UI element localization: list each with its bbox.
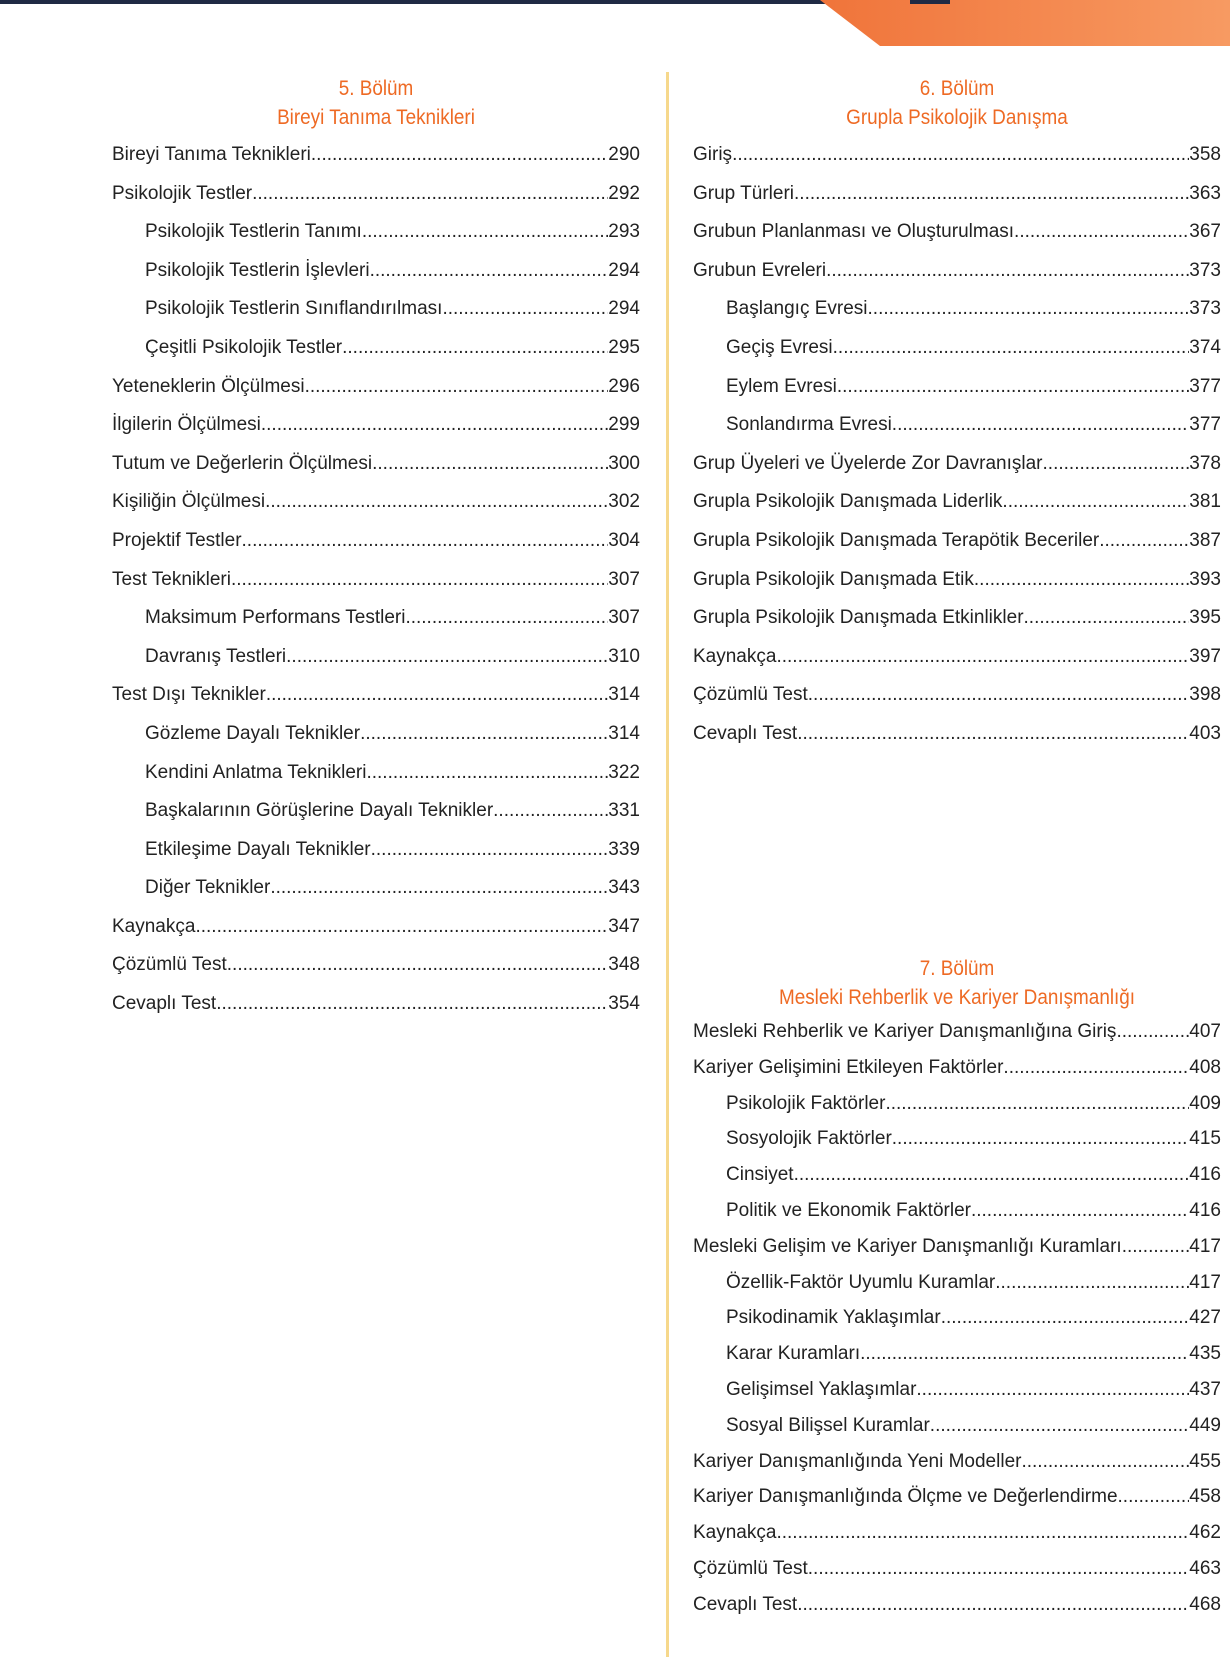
toc-entry-page: 377 xyxy=(1189,414,1221,436)
toc-entry-page: 322 xyxy=(608,761,640,783)
dot-leader xyxy=(195,908,608,947)
toc-entry-page: 354 xyxy=(608,993,640,1015)
dot-leader xyxy=(794,175,1189,214)
dot-leader xyxy=(868,290,1190,329)
chapter-5-section xyxy=(112,74,640,1024)
toc-entry[interactable] xyxy=(693,1014,1221,1050)
dot-leader xyxy=(1002,483,1189,522)
toc-entry-title: Kariyer Danışmanlığında Yeni Modeller xyxy=(693,1450,1022,1472)
toc-entry[interactable] xyxy=(693,1551,1221,1587)
toc-entry[interactable] xyxy=(693,175,1221,214)
toc-entry-page: 398 xyxy=(1189,684,1221,706)
chapter-5-title: Bireyi Tanıma Teknikleri xyxy=(277,106,475,129)
dot-leader xyxy=(360,715,608,754)
dot-leader xyxy=(252,175,608,214)
dot-leader xyxy=(270,869,608,908)
toc-entry[interactable] xyxy=(693,1229,1221,1265)
toc-entry-page: 292 xyxy=(608,182,640,204)
dot-leader xyxy=(372,445,608,484)
dot-leader xyxy=(493,792,608,831)
dot-leader xyxy=(995,1265,1189,1301)
toc-entry-title: Diğer Teknikler xyxy=(145,877,271,899)
dot-leader xyxy=(1043,445,1190,484)
toc-entry[interactable] xyxy=(693,1479,1221,1515)
toc-entry-title: Başkalarının Görüşlerine Dayalı Teknikler xyxy=(145,800,494,822)
toc-entry[interactable] xyxy=(693,1193,1221,1229)
toc-entry-title: Kişiliğin Ölçülmesi xyxy=(112,491,266,513)
dot-leader xyxy=(732,136,1189,175)
toc-entry[interactable] xyxy=(693,1515,1221,1551)
dot-leader xyxy=(916,1372,1189,1408)
dot-leader xyxy=(797,1587,1189,1623)
toc-entry-page: 314 xyxy=(608,722,640,744)
chapter-7-toc xyxy=(693,1014,1221,1623)
toc-entry-page: 378 xyxy=(1189,452,1221,474)
toc-entry[interactable] xyxy=(693,368,1221,407)
toc-entry-page: 437 xyxy=(1189,1378,1221,1400)
toc-entry-title: Psikolojik Faktörler xyxy=(726,1092,886,1114)
toc-entry[interactable] xyxy=(693,136,1221,175)
toc-entry-page: 373 xyxy=(1189,298,1221,320)
toc-entry[interactable] xyxy=(693,406,1221,445)
toc-entry-page: 295 xyxy=(608,336,640,358)
dot-leader xyxy=(405,599,608,638)
toc-entry[interactable] xyxy=(112,290,640,329)
toc-entry-page: 455 xyxy=(1189,1450,1221,1472)
toc-entry-title: Gözleme Dayalı Teknikler xyxy=(145,722,361,744)
toc-entry[interactable] xyxy=(693,252,1221,291)
column-divider xyxy=(666,72,669,1657)
chapter-6-title: Grupla Psikolojik Danışma xyxy=(846,106,1068,129)
toc-entry-title: Grup Türleri xyxy=(693,182,795,204)
toc-entry[interactable] xyxy=(112,252,640,291)
dot-leader xyxy=(794,1157,1190,1193)
dot-leader xyxy=(808,676,1190,715)
toc-entry[interactable] xyxy=(112,522,640,561)
dot-leader xyxy=(1116,1014,1189,1050)
toc-entry[interactable] xyxy=(693,1587,1221,1623)
toc-entry-title: Psikolojik Testler xyxy=(112,182,253,204)
chapter-7-section xyxy=(693,954,1221,1623)
toc-entry-title: Test Teknikleri xyxy=(112,568,231,590)
toc-entry-page: 310 xyxy=(608,645,640,667)
toc-entry[interactable] xyxy=(693,522,1221,561)
toc-entry-page: 304 xyxy=(608,529,640,551)
dot-leader xyxy=(370,252,609,291)
toc-entry[interactable] xyxy=(112,946,640,985)
toc-entry-page: 294 xyxy=(608,298,640,320)
toc-entry[interactable] xyxy=(693,1086,1221,1122)
dot-leader xyxy=(216,985,608,1024)
toc-entry[interactable] xyxy=(112,175,640,214)
toc-entry-page: 299 xyxy=(608,414,640,436)
dot-leader xyxy=(311,136,608,175)
toc-entry-title: Cevaplı Test xyxy=(112,993,217,1015)
toc-entry-title: Tutum ve Değerlerin Ölçülmesi xyxy=(112,452,373,474)
toc-entry-page: 462 xyxy=(1189,1522,1221,1544)
toc-entry-page: 417 xyxy=(1189,1235,1221,1257)
toc-entry[interactable] xyxy=(112,406,640,445)
toc-entry-title: Özellik-Faktör Uyumlu Kuramlar xyxy=(726,1271,996,1293)
toc-entry-page: 314 xyxy=(608,684,640,706)
toc-entry-page: 307 xyxy=(608,607,640,629)
toc-entry-title: Davranış Testleri xyxy=(145,645,287,667)
toc-entry-title: Gelişimsel Yaklaşımlar xyxy=(726,1378,917,1400)
toc-entry[interactable] xyxy=(693,329,1221,368)
dot-leader xyxy=(797,715,1189,754)
toc-entry-title: Kariyer Danışmanlığında Ölçme ve Değerlendirme xyxy=(693,1486,1118,1508)
toc-entry[interactable] xyxy=(693,290,1221,329)
toc-entry[interactable] xyxy=(112,985,640,1024)
toc-entry-title: Psikolojik Testlerin Sınıflandırılması xyxy=(145,298,443,320)
toc-entry-page: 367 xyxy=(1189,221,1221,243)
toc-entry[interactable] xyxy=(112,908,640,947)
dot-leader xyxy=(242,522,609,561)
toc-entry-page: 363 xyxy=(1189,182,1221,204)
toc-entry-page: 397 xyxy=(1189,645,1221,667)
dot-leader xyxy=(286,638,608,677)
toc-entry-page: 296 xyxy=(608,375,640,397)
toc-entry-page: 343 xyxy=(608,877,640,899)
toc-entry-page: 463 xyxy=(1189,1557,1221,1579)
toc-entry-title: Geçiş Evresi xyxy=(726,336,833,358)
dot-leader xyxy=(826,252,1189,291)
dot-leader xyxy=(1118,1479,1190,1515)
toc-entry[interactable] xyxy=(693,1300,1221,1336)
toc-entry-title: Psikolojik Testlerin Tanımı xyxy=(145,221,362,243)
toc-entry-page: 300 xyxy=(608,452,640,474)
dot-leader xyxy=(776,1515,1189,1551)
toc-entry-title: Maksimum Performans Testleri xyxy=(145,607,406,629)
toc-entry[interactable] xyxy=(693,445,1221,484)
toc-entry[interactable] xyxy=(112,754,640,793)
toc-entry[interactable] xyxy=(112,368,640,407)
toc-entry-title: Giriş xyxy=(693,144,733,165)
toc-entry-page: 373 xyxy=(1189,259,1221,281)
toc-entry-title: Cinsiyet xyxy=(726,1164,794,1186)
dot-leader xyxy=(1122,1229,1190,1265)
toc-entry-page: 458 xyxy=(1189,1486,1221,1508)
dot-leader xyxy=(366,754,608,793)
toc-entry-page: 290 xyxy=(608,144,640,165)
dot-leader xyxy=(442,290,608,329)
toc-entry-page: 393 xyxy=(1189,568,1221,590)
toc-entry-title: Karar Kuramları xyxy=(726,1343,861,1365)
dot-leader xyxy=(1014,213,1189,252)
toc-entry[interactable] xyxy=(112,329,640,368)
toc-entry-title: Kariyer Gelişimini Etkileyen Faktörler xyxy=(693,1056,1004,1078)
toc-entry-page: 449 xyxy=(1189,1414,1221,1436)
toc-entry-page: 427 xyxy=(1189,1307,1221,1329)
corner-decoration xyxy=(820,0,1230,46)
dot-leader xyxy=(971,1193,1189,1229)
dot-leader xyxy=(892,406,1190,445)
chapter-6-toc xyxy=(693,136,1221,754)
toc-entry-title: İlgilerin Ölçülmesi xyxy=(112,414,261,436)
dot-leader xyxy=(941,1300,1190,1336)
toc-entry-page: 348 xyxy=(608,954,640,976)
dot-leader xyxy=(892,1121,1190,1157)
toc-entry[interactable] xyxy=(693,561,1221,600)
toc-entry[interactable] xyxy=(693,1408,1221,1444)
dot-leader xyxy=(885,1086,1189,1122)
dot-leader xyxy=(776,638,1189,677)
toc-entry-title: Kaynakça xyxy=(112,915,196,937)
dot-leader xyxy=(930,1408,1190,1444)
toc-entry-page: 331 xyxy=(608,800,640,822)
toc-entry-title: Projektif Testler xyxy=(112,529,242,551)
toc-entry[interactable] xyxy=(112,638,640,677)
toc-entry-page: 407 xyxy=(1189,1021,1221,1042)
toc-entry[interactable] xyxy=(693,1157,1221,1193)
toc-entry-title: Sosyolojik Faktörler xyxy=(726,1128,892,1150)
toc-entry[interactable] xyxy=(693,638,1221,677)
toc-entry-title: Politik ve Ekonomik Faktörler xyxy=(726,1199,971,1221)
toc-entry-title: Grupla Psikolojik Danışmada Etik xyxy=(693,568,974,590)
toc-entry-title: Grup Üyeleri ve Üyelerde Zor Davranışlar xyxy=(693,452,1043,474)
toc-entry-title: Etkileşime Dayalı Teknikler xyxy=(145,838,371,860)
toc-entry-title: Kaynakça xyxy=(693,645,777,667)
toc-entry[interactable] xyxy=(112,483,640,522)
dot-leader xyxy=(1099,522,1189,561)
toc-entry[interactable] xyxy=(112,445,640,484)
toc-entry[interactable] xyxy=(112,792,640,831)
dot-leader xyxy=(362,213,608,252)
dot-leader xyxy=(808,1551,1190,1587)
toc-entry[interactable] xyxy=(112,561,640,600)
toc-entry[interactable] xyxy=(693,1336,1221,1372)
dot-leader xyxy=(266,676,608,715)
toc-entry[interactable] xyxy=(112,599,640,638)
toc-entry-title: Grupla Psikolojik Danışmada Terapötik Beceriler xyxy=(693,529,1100,551)
dot-leader xyxy=(371,831,609,870)
toc-entry[interactable] xyxy=(693,715,1221,754)
dot-leader xyxy=(1003,1050,1189,1086)
toc-entry-title: Grubun Planlanması ve Oluşturulması xyxy=(693,221,1015,243)
chapter-6-number: 6. Bölüm xyxy=(919,77,995,100)
dot-leader xyxy=(860,1336,1189,1372)
dot-leader xyxy=(342,329,608,368)
dot-leader xyxy=(837,368,1189,407)
toc-entry-page: 416 xyxy=(1189,1199,1221,1221)
chapter-5-number: 5. Bölüm xyxy=(338,77,414,100)
dot-leader xyxy=(227,946,609,985)
toc-entry-title: Sosyal Bilişsel Kuramlar xyxy=(726,1414,930,1436)
toc-entry[interactable] xyxy=(112,213,640,252)
chapter-7-number: 7. Bölüm xyxy=(919,957,995,980)
toc-entry-page: 403 xyxy=(1189,722,1221,744)
dot-leader xyxy=(1021,1444,1189,1480)
toc-entry-title: Mesleki Gelişim ve Kariyer Danışmanlığı Kuramları xyxy=(693,1235,1122,1257)
toc-entry-page: 307 xyxy=(608,568,640,590)
toc-entry-title: Eylem Evresi xyxy=(726,375,837,397)
toc-entry-page: 415 xyxy=(1189,1128,1221,1150)
toc-entry-title: Çözümlü Test xyxy=(693,1557,808,1579)
toc-entry-title: Başlangıç Evresi xyxy=(726,298,868,320)
toc-entry-title: Test Dışı Teknikler xyxy=(112,684,266,706)
toc-entry-title: Kendini Anlatma Teknikleri xyxy=(145,761,367,783)
toc-entry[interactable] xyxy=(112,136,640,175)
toc-entry[interactable] xyxy=(693,1444,1221,1480)
toc-entry-page: 358 xyxy=(1189,144,1221,165)
toc-entry[interactable] xyxy=(693,676,1221,715)
toc-entry[interactable] xyxy=(112,831,640,870)
toc-entry-page: 293 xyxy=(608,221,640,243)
toc-entry-title: Sonlandırma Evresi xyxy=(726,414,892,436)
dot-leader xyxy=(974,561,1189,600)
dot-leader xyxy=(1024,599,1190,638)
dot-leader xyxy=(305,368,609,407)
toc-entry-page: 347 xyxy=(608,915,640,937)
dot-leader xyxy=(265,483,608,522)
toc-entry-page: 377 xyxy=(1189,375,1221,397)
toc-entry-title: Cevaplı Test xyxy=(693,1593,798,1615)
toc-entry-title: Çözümlü Test xyxy=(112,954,227,976)
toc-entry-title: Psikodinamik Yaklaşımlar xyxy=(726,1307,941,1329)
toc-entry[interactable] xyxy=(693,1265,1221,1301)
toc-entry[interactable] xyxy=(112,869,640,908)
toc-entry-title: Grubun Evreleri xyxy=(693,259,827,281)
toc-entry-page: 409 xyxy=(1189,1092,1221,1114)
toc-entry-title: Grupla Psikolojik Danışmada Etkinlikler xyxy=(693,607,1024,629)
toc-entry-page: 294 xyxy=(608,259,640,281)
toc-entry-title: Mesleki Rehberlik ve Kariyer Danışmanlığına Giriş xyxy=(693,1021,1117,1042)
toc-entry-title: Çeşitli Psikolojik Testler xyxy=(145,336,343,358)
toc-entry-page: 374 xyxy=(1189,336,1221,358)
toc-entry-page: 381 xyxy=(1189,491,1221,513)
toc-entry-title: Kaynakça xyxy=(693,1522,777,1544)
toc-entry[interactable] xyxy=(693,213,1221,252)
chapter-6-section xyxy=(693,74,1221,754)
toc-entry[interactable] xyxy=(693,1050,1221,1086)
toc-entry[interactable] xyxy=(693,599,1221,638)
chapter-5-toc xyxy=(112,136,640,1024)
toc-entry-page: 395 xyxy=(1189,607,1221,629)
toc-entry-title: Cevaplı Test xyxy=(693,722,798,744)
toc-entry-title: Çözümlü Test xyxy=(693,684,808,706)
dot-leader xyxy=(231,561,608,600)
toc-entry-page: 387 xyxy=(1189,529,1221,551)
toc-entry-page: 302 xyxy=(608,491,640,513)
dot-leader xyxy=(833,329,1190,368)
toc-entry-page: 435 xyxy=(1189,1343,1221,1365)
toc-entry[interactable] xyxy=(693,1121,1221,1157)
toc-entry[interactable] xyxy=(693,483,1221,522)
toc-entry[interactable] xyxy=(693,1372,1221,1408)
toc-entry[interactable] xyxy=(112,715,640,754)
toc-entry-page: 416 xyxy=(1189,1164,1221,1186)
toc-entry-title: Bireyi Tanıma Teknikleri xyxy=(112,144,311,165)
toc-entry-page: 417 xyxy=(1189,1271,1221,1293)
dot-leader xyxy=(261,406,608,445)
chapter-7-title: Mesleki Rehberlik ve Kariyer Danışmanlığı xyxy=(778,986,1136,1009)
toc-entry-page: 408 xyxy=(1189,1056,1221,1078)
toc-entry-page: 468 xyxy=(1189,1593,1221,1615)
toc-entry[interactable] xyxy=(112,676,640,715)
toc-entry-title: Yeteneklerin Ölçülmesi xyxy=(112,375,305,397)
toc-entry-title: Grupla Psikolojik Danışmada Liderlik xyxy=(693,491,1003,513)
toc-entry-title: Psikolojik Testlerin İşlevleri xyxy=(145,259,370,281)
toc-entry-page: 339 xyxy=(608,838,640,860)
